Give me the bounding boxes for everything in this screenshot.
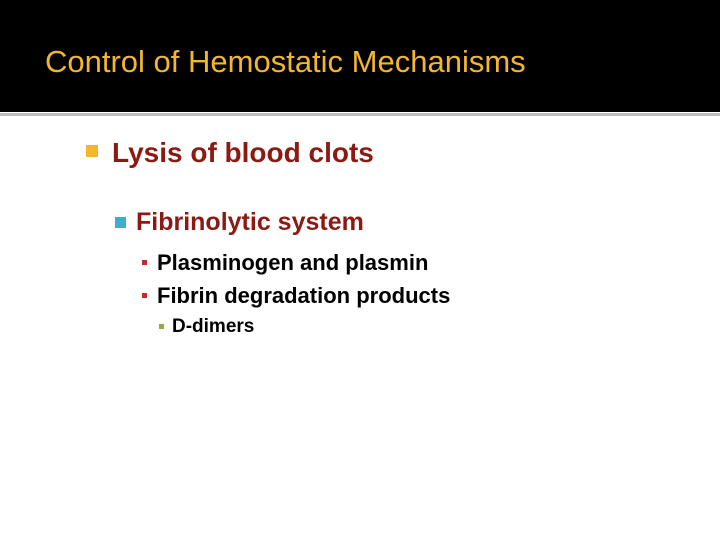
slide-title: Control of Hemostatic Mechanisms: [45, 44, 526, 79]
square-bullet-icon: [86, 145, 98, 157]
bullet-level-4: D-dimers: [172, 316, 255, 337]
square-bullet-icon: [142, 293, 147, 298]
bullet-level-2: Fibrinolytic system: [136, 208, 364, 236]
square-bullet-icon: [159, 324, 164, 329]
square-bullet-icon: [142, 260, 147, 265]
bullet-level-3: Plasminogen and plasmin: [157, 250, 429, 275]
square-bullet-icon: [115, 217, 126, 228]
bullet-level-1: Lysis of blood clots: [112, 137, 374, 168]
title-bar: [0, 0, 720, 112]
title-divider: [0, 113, 720, 116]
bullet-level-3: Fibrin degradation products: [157, 283, 451, 308]
